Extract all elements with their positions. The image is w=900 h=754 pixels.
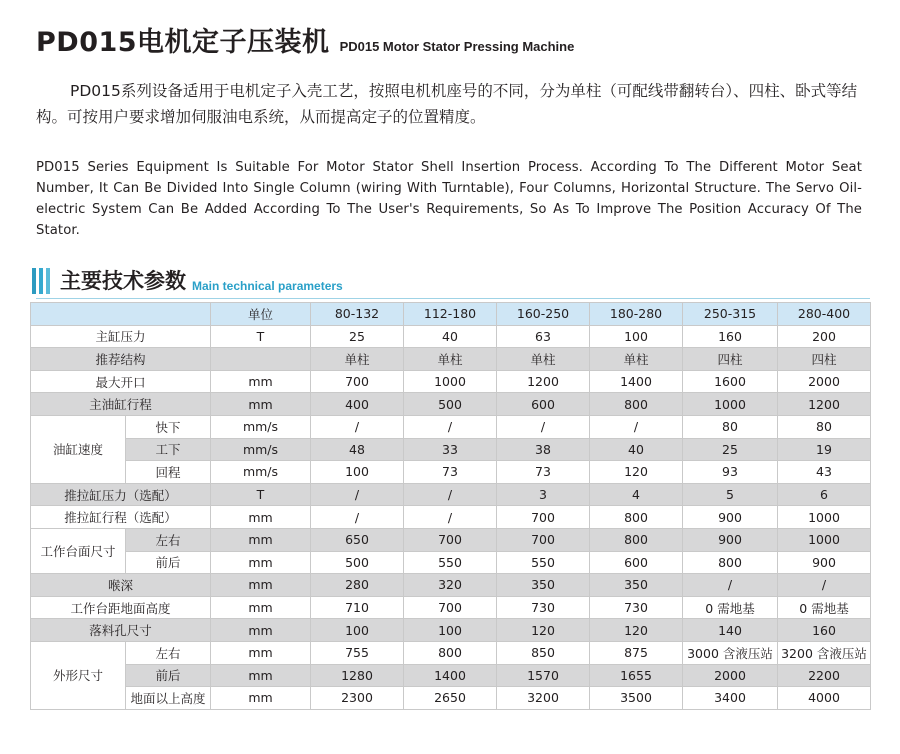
table-cell: 73 [404,461,497,484]
table-cell: 800 [590,393,683,416]
table-cell: 1400 [404,664,497,687]
sub-label: 前后 [126,551,211,574]
table-cell: 120 [497,619,590,642]
table-cell: / [404,415,497,438]
row-label: 推拉缸压力（选配） [31,483,211,506]
table-cell: 600 [497,393,590,416]
row-unit: mm [211,506,311,529]
table-cell: 5 [683,483,778,506]
table-cell: 160 [683,325,778,348]
table-cell: 280 [311,574,404,597]
table-cell: 800 [590,528,683,551]
row-unit: mm [211,687,311,710]
table-cell: 3500 [590,687,683,710]
table-cell: 650 [311,528,404,551]
row-unit [211,348,311,371]
table-cell: 4 [590,483,683,506]
table-cell: 850 [497,641,590,664]
table-cell: 2000 [778,370,871,393]
table-cell: 3000 含液压站 [683,641,778,664]
table-cell: / [311,483,404,506]
table-cell: 2650 [404,687,497,710]
table-cell: / [311,506,404,529]
group-label: 外形尺寸 [31,641,126,709]
table-cell: 1655 [590,664,683,687]
table-cell: 2300 [311,687,404,710]
table-row [31,325,871,348]
intro-chinese: PD015系列设备适用于电机定子入壳工艺，按照电机机座号的不同，分为单柱（可配线带翻转台）、四柱、卧式等结构。可按用户要求增加伺服油电系统，从而提高定子的位置精度。 [36,82,858,126]
table-cell: 730 [590,596,683,619]
group-label: 油缸速度 [31,415,126,483]
table-cell: / [778,574,871,597]
table-header-row [31,303,871,326]
row-unit: T [211,325,311,348]
table-cell: / [683,574,778,597]
table-cell: 1000 [404,370,497,393]
table-cell: 6 [778,483,871,506]
table-cell: 43 [778,461,871,484]
table-cell: 700 [404,596,497,619]
sub-label: 前后 [126,664,211,687]
section-bars-icon [32,268,50,294]
header-unit: 单位 [211,303,311,326]
table-cell: / [311,415,404,438]
row-unit: mm [211,528,311,551]
table-cell: 500 [311,551,404,574]
spec-table [30,302,871,710]
table-row [31,506,871,529]
header-model: 280-400 [778,303,871,326]
table-row [31,641,871,664]
table-cell: 19 [778,438,871,461]
table-cell: / [404,483,497,506]
table-cell: 单柱 [590,348,683,371]
row-unit: mm [211,574,311,597]
row-unit: mm [211,619,311,642]
page-title [36,20,574,59]
table-cell: 80 [778,415,871,438]
table-cell: 3200 [497,687,590,710]
row-unit: mm/s [211,438,311,461]
row-unit: mm/s [211,415,311,438]
table-cell: / [590,415,683,438]
table-cell: 755 [311,641,404,664]
header-model: 180-280 [590,303,683,326]
row-unit: mm [211,393,311,416]
section-subtitle: Main technical parameters [192,279,343,293]
row-label: 主油缸行程 [31,393,211,416]
table-cell: 四柱 [683,348,778,371]
section-heading [32,268,343,294]
table-cell: 350 [497,574,590,597]
table-cell: 1400 [590,370,683,393]
section-divider [36,298,870,299]
table-cell: 0 需地基 [683,596,778,619]
table-cell: 120 [590,461,683,484]
row-label: 喉深 [31,574,211,597]
table-cell: 2000 [683,664,778,687]
table-cell: 四柱 [778,348,871,371]
table-cell: 1600 [683,370,778,393]
row-label: 落料孔尺寸 [31,619,211,642]
intro-english: PD015 Series Equipment Is Suitable For Motor Stator Shell Insertion Process. According To The Different Motor Seat Number, It Can Be Divided Into Single Column (wiring With Turntable), Four Columns, Horizontal Structure. The Servo Oil-electric System Can Be Added According To The User's Requirements, So As To Improve The Position Accuracy Of The Stator. [36,160,862,238]
table-cell: 单柱 [311,348,404,371]
header-model: 250-315 [683,303,778,326]
row-unit: mm [211,596,311,619]
table-cell: 700 [497,506,590,529]
row-unit: mm/s [211,461,311,484]
table-cell: 0 需地基 [778,596,871,619]
table-cell: 1200 [497,370,590,393]
table-row [31,619,871,642]
table-cell: 550 [404,551,497,574]
title-subtitle: PD015 Motor Stator Pressing Machine [339,39,575,54]
table-cell: 900 [778,551,871,574]
table-cell: 900 [683,528,778,551]
table-cell: 单柱 [404,348,497,371]
table-cell: 25 [683,438,778,461]
table-cell: 93 [683,461,778,484]
table-cell: 73 [497,461,590,484]
row-unit: mm [211,641,311,664]
row-unit: mm [211,551,311,574]
sub-label: 快下 [126,415,211,438]
row-unit: T [211,483,311,506]
table-row [31,370,871,393]
table-cell: 3200 含液压站 [778,641,871,664]
table-row [31,348,871,371]
table-cell: 1200 [778,393,871,416]
table-cell: 100 [311,619,404,642]
table-row [31,393,871,416]
table-cell: 4000 [778,687,871,710]
table-cell: 38 [497,438,590,461]
table-cell: 1280 [311,664,404,687]
table-cell: 1000 [683,393,778,416]
table-row [31,596,871,619]
table-cell: 63 [497,325,590,348]
table-cell: 40 [590,438,683,461]
table-row [31,574,871,597]
table-cell: 875 [590,641,683,664]
table-cell: 800 [683,551,778,574]
header-model: 160-250 [497,303,590,326]
table-cell: 550 [497,551,590,574]
table-cell: 1000 [778,506,871,529]
table-cell: 700 [497,528,590,551]
table-row [31,483,871,506]
table-cell: 200 [778,325,871,348]
sub-label: 地面以上高度 [126,687,211,710]
table-cell: 120 [590,619,683,642]
table-cell: 25 [311,325,404,348]
table-cell: 900 [683,506,778,529]
group-label: 工作台面尺寸 [31,528,126,573]
table-cell: / [497,415,590,438]
table-cell: 600 [590,551,683,574]
table-row [31,461,871,484]
row-label: 推荐结构 [31,348,211,371]
table-cell: 710 [311,596,404,619]
section-title: 主要技术参数 [60,269,186,293]
table-cell: 700 [404,528,497,551]
table-cell: 500 [404,393,497,416]
table-cell: 800 [590,506,683,529]
table-cell: 33 [404,438,497,461]
table-row [31,528,871,551]
table-cell: 100 [404,619,497,642]
sub-label: 左右 [126,641,211,664]
table-cell: 单柱 [497,348,590,371]
row-label: 最大开口 [31,370,211,393]
table-cell: 48 [311,438,404,461]
header-model: 112-180 [404,303,497,326]
table-cell: 320 [404,574,497,597]
table-cell: 3 [497,483,590,506]
table-cell: 2200 [778,664,871,687]
table-row [31,551,871,574]
header-blank [31,303,211,326]
row-unit: mm [211,370,311,393]
table-cell: / [404,506,497,529]
row-label: 主缸压力 [31,325,211,348]
sub-label: 工下 [126,438,211,461]
sub-label: 回程 [126,461,211,484]
table-row [31,687,871,710]
table-cell: 80 [683,415,778,438]
table-row [31,415,871,438]
table-cell: 800 [404,641,497,664]
table-cell: 100 [590,325,683,348]
row-unit: mm [211,664,311,687]
table-cell: 730 [497,596,590,619]
row-label: 工作台距地面高度 [31,596,211,619]
table-row [31,438,871,461]
row-label: 推拉缸行程（选配） [31,506,211,529]
sub-label: 左右 [126,528,211,551]
table-cell: 1570 [497,664,590,687]
table-cell: 140 [683,619,778,642]
table-cell: 3400 [683,687,778,710]
table-cell: 350 [590,574,683,597]
table-cell: 700 [311,370,404,393]
table-cell: 1000 [778,528,871,551]
table-cell: 160 [778,619,871,642]
title-main: PD015电机定子压装机 [36,27,330,58]
header-model: 80-132 [311,303,404,326]
table-cell: 40 [404,325,497,348]
table-cell: 100 [311,461,404,484]
table-cell: 400 [311,393,404,416]
table-row [31,664,871,687]
